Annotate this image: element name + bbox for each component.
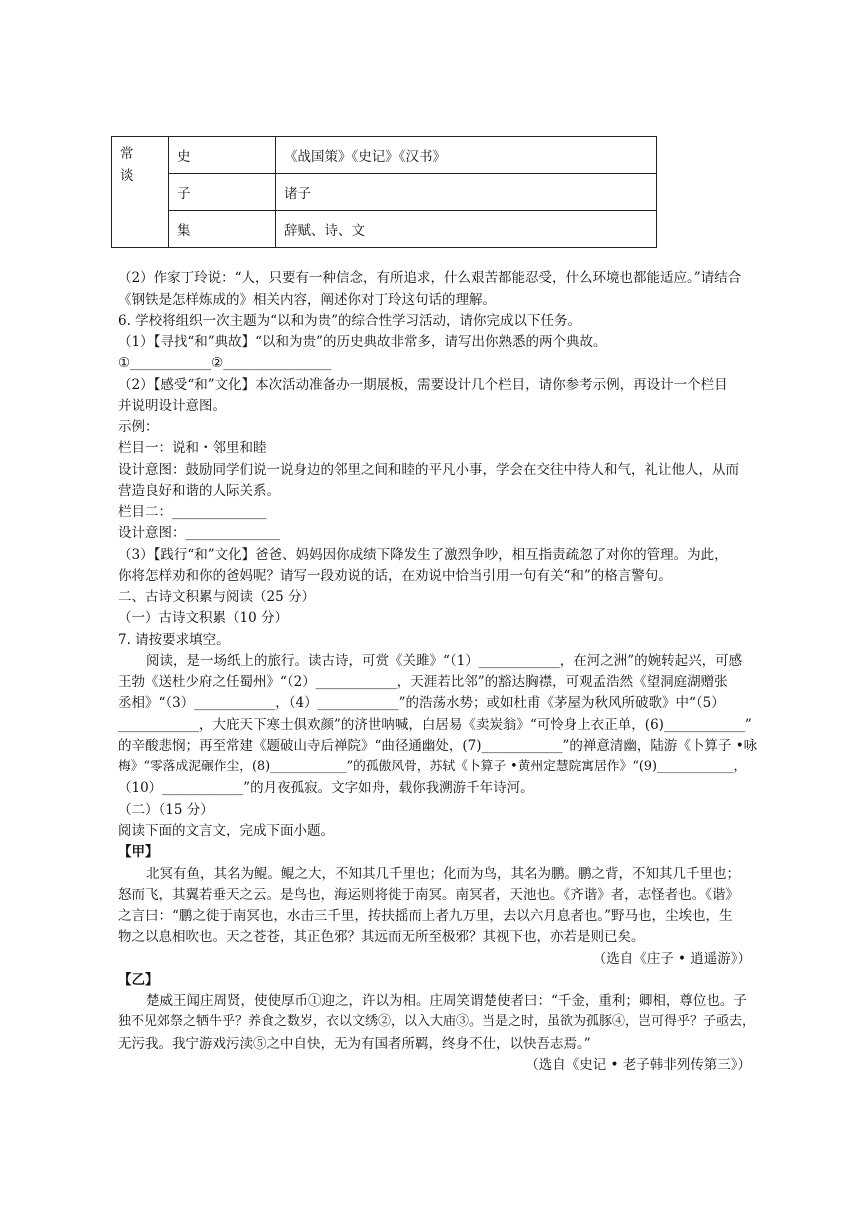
question-5-2-line: （2）作家丁玲说：“人，只要有一种信念，有所追求，什么艰苦都能忍受，什么环境也都能适应。”请结合 bbox=[118, 270, 742, 286]
classics-table bbox=[111, 136, 657, 248]
answer-blanks: ①____________②________________ bbox=[118, 355, 332, 371]
question-6-heading: 6. 学校将组织一次主题为“以和为贵”的综合性学习活动，请你完成以下任务。 bbox=[118, 313, 581, 329]
passage-jia-text: 物之以息相吹也。天之苍苍，其正色邪？其远而无所至极邪？其视下也，亦若是则已矣。 bbox=[118, 929, 645, 945]
table-key-cell: 集 bbox=[169, 211, 276, 248]
table-value-cell: 诸子 bbox=[276, 174, 657, 211]
reading-instruction: 阅读下面的文言文，完成下面小题。 bbox=[118, 823, 334, 839]
poem-fill-paragraph: 梅》“零落成泥碾作尘，(8)____________”的孤傲风骨，苏轼《卜算子 •黄州定慧院寓居作》“(9)____________， bbox=[118, 759, 747, 774]
question-7-heading: 7. 请按要求填空。 bbox=[118, 632, 230, 648]
poem-fill-paragraph: 的辛酸悲悯；再至常建《题破山寺后禅院》“曲径通幽处，(7)____________”的禅意清幽，陆游《卜算子 •咏 bbox=[118, 738, 758, 754]
table-category-cell: 常 谈 bbox=[112, 137, 169, 248]
section-2-1-heading: （一）古诗文积累（10 分） bbox=[118, 610, 288, 626]
passage-jia-label: 【甲】 bbox=[118, 844, 159, 860]
question-5-2-line: 《钢铁是怎样炼成的》相关内容，阐述你对丁玲这句话的理解。 bbox=[118, 292, 496, 308]
poem-fill-paragraph: ____________，大庇天下寒士俱欢颜”的济世呐喊，白居易《卖炭翁》“可怜身上衣正单，(6)____________” bbox=[118, 717, 752, 733]
passage-jia-text: 北冥有鱼，其名为鲲。鲲之大，不知其几千里也；化而为鸟，其名为鹏。鹏之背，不知其几千里也； bbox=[146, 866, 740, 882]
passage-jia-text: 怒而飞，其翼若垂天之云。是鸟也，海运则将徙于南冥。南冥者，天池也。《齐谐》者，志怪者也。《谐》 bbox=[118, 887, 739, 903]
poem-fill-paragraph: 丞相》“（3）____________，（4）____________”的浩荡水势；或如杜甫《茅屋为秋风所破歌》中“（5） bbox=[118, 695, 725, 711]
table-value-cell: 辞赋、诗、文 bbox=[276, 211, 657, 248]
table-key-cell: 史 bbox=[169, 137, 276, 174]
example-intent: 营造良好和谐的人际关系。 bbox=[118, 483, 280, 499]
question-6-3: 你将怎样劝和你的爸妈呢？请写一段劝说的话，在劝说中恰当引用一句有关“和”的格言警句。 bbox=[118, 568, 672, 584]
passage-yi-text: 无污我。我宁游戏污渎⑤之中自快，无为有国者所羁，终身不仕，以快吾志焉。” bbox=[118, 1036, 591, 1052]
question-6-3: （3）【践行“和”文化】爸爸、妈妈因你成绩下降发生了激烈争吵，相互指责疏忽了对你的管理。为此， bbox=[118, 547, 728, 563]
passage-jia-text: 之言曰：“鹏之徙于南冥也，水击三千里，抟扶摇而上者九万里，去以六月息者也。”野马也，尘埃也，生 bbox=[118, 908, 733, 924]
poem-fill-paragraph: 阅读，是一场纸上的旅行。读古诗，可赏《关雎》“（1）____________，在河之洲”的婉转起兴，可感 bbox=[146, 653, 743, 669]
poem-fill-paragraph: （10）____________”的月夜孤寂。文字如舟，载你我溯游千年诗河。 bbox=[118, 780, 534, 796]
question-6-2: 并说明设计意图。 bbox=[118, 398, 226, 414]
intent-blank: 设计意图：______________ bbox=[118, 525, 280, 541]
passage-jia-source: （选自《庄子 • 逍遥游》） bbox=[592, 951, 751, 967]
passage-yi-text: 独不见郊祭之牺牛乎？养食之数岁，衣以文绣②，以入大庙③。当是之时，虽欲为孤豚④，岂可得乎？子亟去， bbox=[118, 1014, 756, 1029]
passage-yi-label: 【乙】 bbox=[118, 972, 159, 988]
question-6-2: （2）【感受“和”文化】本次活动准备办一期展板，需要设计几个栏目，请你参考示例，再设计一个栏目 bbox=[118, 377, 728, 393]
example-label: 示例： bbox=[118, 419, 159, 435]
poem-fill-paragraph: 王勃《送杜少府之任蜀州》“（2）____________，天涯若比邻”的豁达胸襟，可观孟浩然《望洞庭湖赠张 bbox=[118, 674, 728, 690]
passage-yi-text: 楚威王闻庄周贤，使使厚币①迎之，许以为相。庄周笑谓楚使者曰：“千金，重利；卿相，尊位也。子 bbox=[146, 993, 747, 1009]
column-2-blank: 栏目二：______________ bbox=[118, 504, 267, 520]
section-2-2-heading: （二）（15 分） bbox=[118, 802, 214, 818]
table-key-cell: 子 bbox=[169, 174, 276, 211]
example-intent: 设计意图：鼓励同学们说一说身边的邻里之间和睦的平凡小事，学会在交往中待人和气，礼让他人，从而 bbox=[118, 462, 739, 478]
table-value-cell: 《战国策》《史记》《汉书》 bbox=[276, 137, 657, 174]
question-6-1: （1）【寻找“和”典故】“以和为贵”的历史典故非常多，请写出你熟悉的两个典故。 bbox=[118, 334, 607, 350]
passage-yi-source: （选自《史记 • 老子韩非列传第三》） bbox=[525, 1057, 751, 1073]
section-2-heading: 二、古诗文积累与阅读（25 分） bbox=[118, 589, 315, 605]
example-column-1: 栏目一：说和・邻里和睦 bbox=[118, 440, 267, 456]
